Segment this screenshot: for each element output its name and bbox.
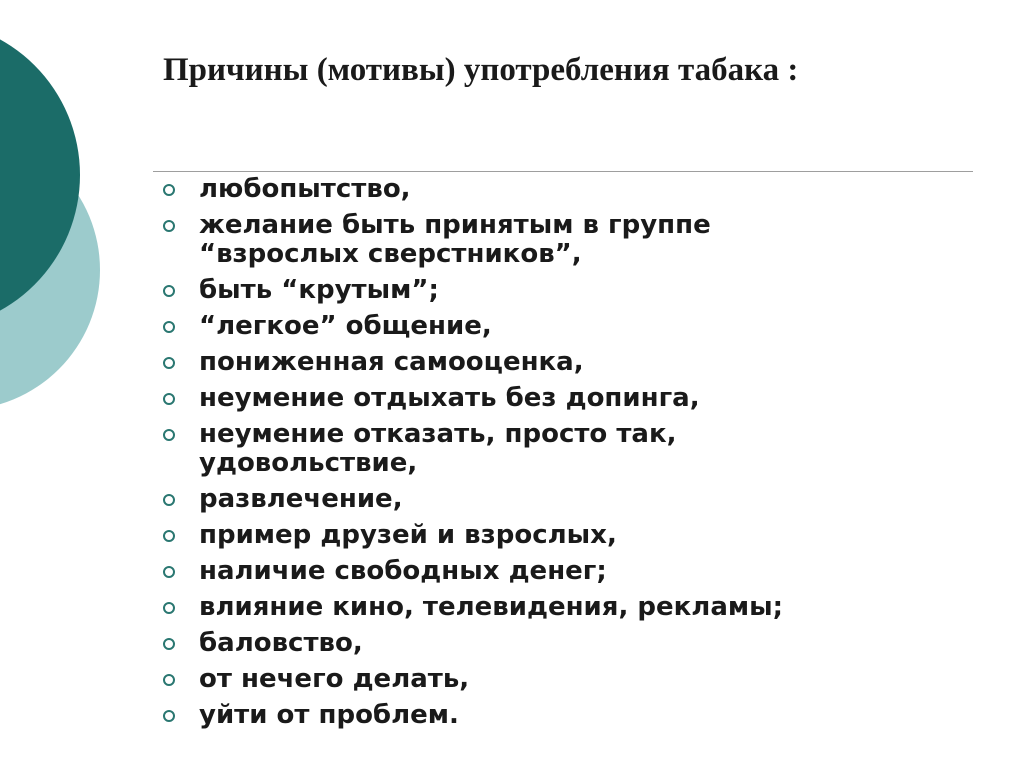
list-item (162, 276, 982, 305)
slide-title: Причины (мотивы) употребления табака : (163, 52, 799, 88)
circle-outline-bullet-icon (163, 638, 175, 650)
list-item (162, 312, 982, 341)
circle-outline-bullet-icon (163, 566, 175, 578)
list-item-text: уйти от проблем. (199, 700, 459, 730)
list-item (162, 420, 982, 478)
title-divider (153, 171, 973, 172)
circle-outline-bullet-icon (163, 429, 175, 441)
list-item-text: наличие свободных денег; (199, 556, 607, 586)
circle-outline-bullet-icon (163, 674, 175, 686)
list-item-text: пониженная самооценка, (199, 347, 584, 377)
list-item-text: баловство, (199, 628, 363, 658)
circle-outline-bullet-icon (163, 602, 175, 614)
list-item-text: неумение отказать, просто так, удовольствие, (199, 419, 677, 478)
list-item-text: пример друзей и взрослых, (199, 520, 617, 550)
circle-outline-bullet-icon (163, 220, 175, 232)
list-item (162, 384, 982, 413)
circle-outline-bullet-icon (163, 710, 175, 722)
list-item (162, 557, 982, 586)
list-item (162, 175, 982, 204)
list-item (162, 665, 982, 694)
list-item-text: быть “крутым”; (199, 275, 439, 305)
list-item-text: от нечего делать, (199, 664, 470, 694)
circle-outline-bullet-icon (163, 321, 175, 333)
list-item (162, 629, 982, 658)
circle-outline-bullet-icon (163, 357, 175, 369)
reasons-list (162, 175, 982, 737)
list-item (162, 348, 982, 377)
circle-outline-bullet-icon (163, 393, 175, 405)
list-item (162, 211, 982, 269)
list-item (162, 521, 982, 550)
circle-outline-bullet-icon (163, 285, 175, 297)
list-item-text: любопытство, (199, 174, 411, 204)
list-item-text: развлечение, (199, 484, 403, 514)
list-item-text: влияние кино, телевидения, рекламы; (199, 592, 784, 622)
circle-outline-bullet-icon (163, 184, 175, 196)
list-item (162, 593, 982, 622)
list-item-text: желание быть принятым в группе “взрослых сверстников”, (199, 210, 711, 269)
circle-outline-bullet-icon (163, 530, 175, 542)
list-item (162, 701, 982, 730)
list-item (162, 485, 982, 514)
list-item-text: неумение отдыхать без допинга, (199, 383, 700, 413)
circle-outline-bullet-icon (163, 494, 175, 506)
list-item-text: “легкое” общение, (199, 311, 492, 341)
